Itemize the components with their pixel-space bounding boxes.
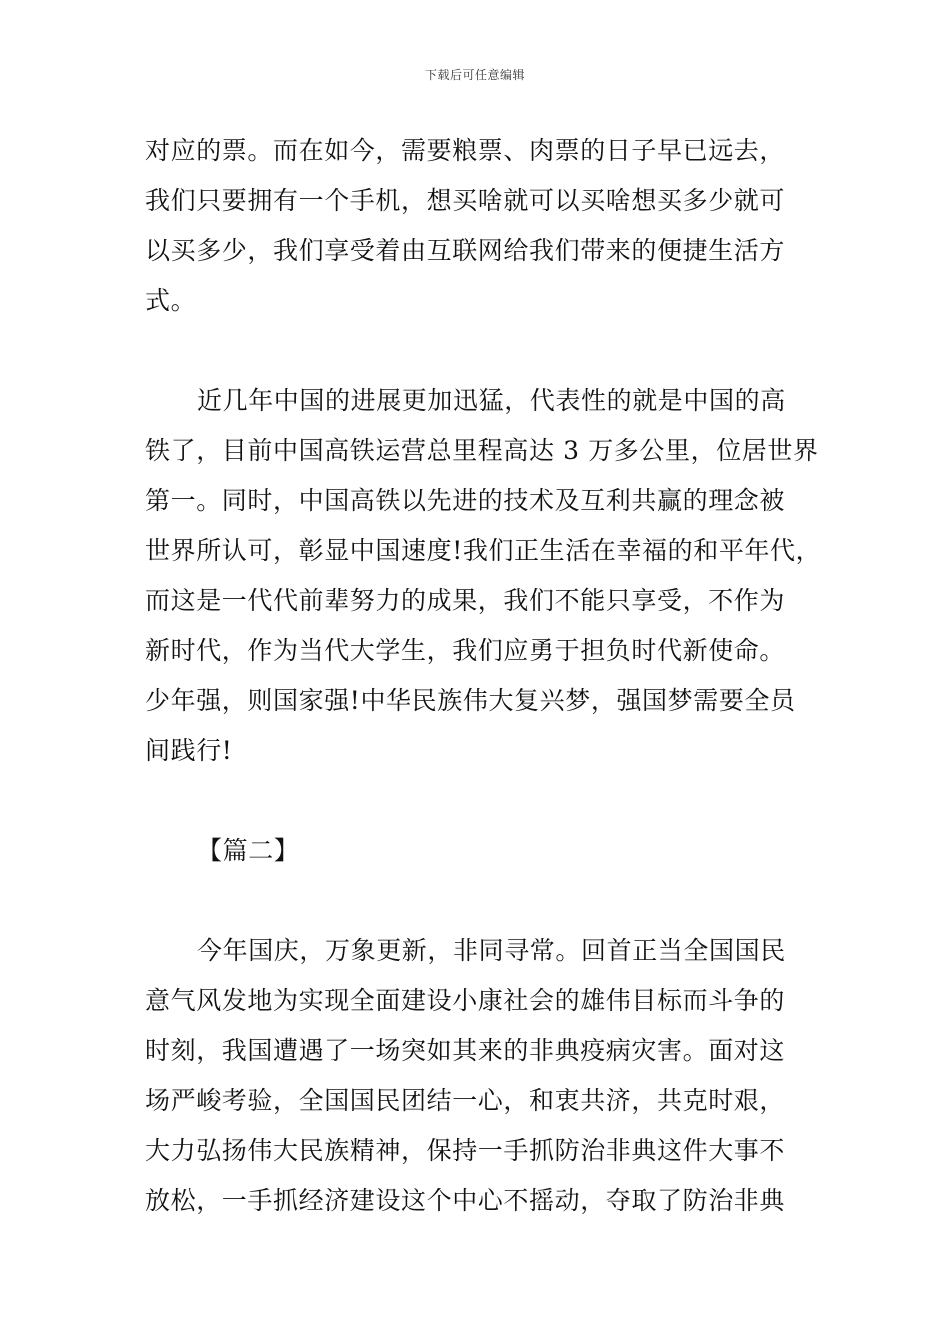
paragraph — [145, 926, 825, 1226]
paragraph-spacer — [145, 876, 825, 926]
text-line: 时刻，我国遭遇了一场突如其来的非典疫病灾害。面对这 — [145, 1036, 786, 1065]
text-line: 以买多少，我们享受着由互联网给我们带来的便捷生活方 — [145, 236, 786, 265]
text-line: 大力弘扬伟大民族精神，保持一手抓防治非典这件大事不 — [145, 1136, 786, 1165]
text-line: 意气风发地为实现全面建设小康社会的雄伟目标而斗争的 — [145, 986, 786, 1015]
text-line: 少年强，则国家强!中华民族伟大复兴梦，强国梦需要全员 — [145, 686, 796, 715]
text-line: 今年国庆，万象更新，非同寻常。回首正当全国国民 — [197, 936, 786, 965]
text-line: 近几年中国的进展更加迅猛，代表性的就是中国的高 — [197, 386, 786, 415]
text-line: 场严峻考验，全国国民团结一心，和衷共济，共克时艰， — [145, 1086, 786, 1115]
text-line: 新时代，作为当代大学生，我们应勇于担负时代新使命。 — [145, 636, 786, 665]
paragraph-spacer — [145, 326, 825, 376]
document-body — [145, 126, 825, 1226]
text-line: 而这是一代代前辈努力的成果，我们不能只享受，不作为 — [145, 586, 786, 615]
text-line: 我们只要拥有一个手机，想买啥就可以买啥想买多少就可 — [145, 186, 786, 215]
page-header-note: 下载后可任意编辑 — [424, 68, 525, 82]
text-line: 式。 — [145, 286, 197, 315]
text-line: 铁了，目前中国高铁运营总里程高达 3 万多公里，位居世界 — [145, 436, 819, 465]
paragraph — [145, 376, 825, 776]
paragraph — [145, 126, 825, 326]
section-title: 【篇二】 — [197, 836, 300, 865]
text-line: 间践行! — [145, 736, 233, 765]
section-heading — [145, 826, 825, 876]
text-line: 世界所认可，彰显中国速度!我们正生活在幸福的和平年代， — [145, 536, 822, 565]
paragraph-spacer — [145, 776, 825, 826]
text-line: 放松，一手抓经济建设这个中心不摇动，夺取了防治非典 — [145, 1186, 786, 1215]
text-line: 第一。同时，中国高铁以先进的技术及互利共赢的理念被 — [145, 486, 786, 515]
text-line: 对应的票。而在如今，需要粮票、肉票的日子早已远去， — [145, 136, 786, 165]
